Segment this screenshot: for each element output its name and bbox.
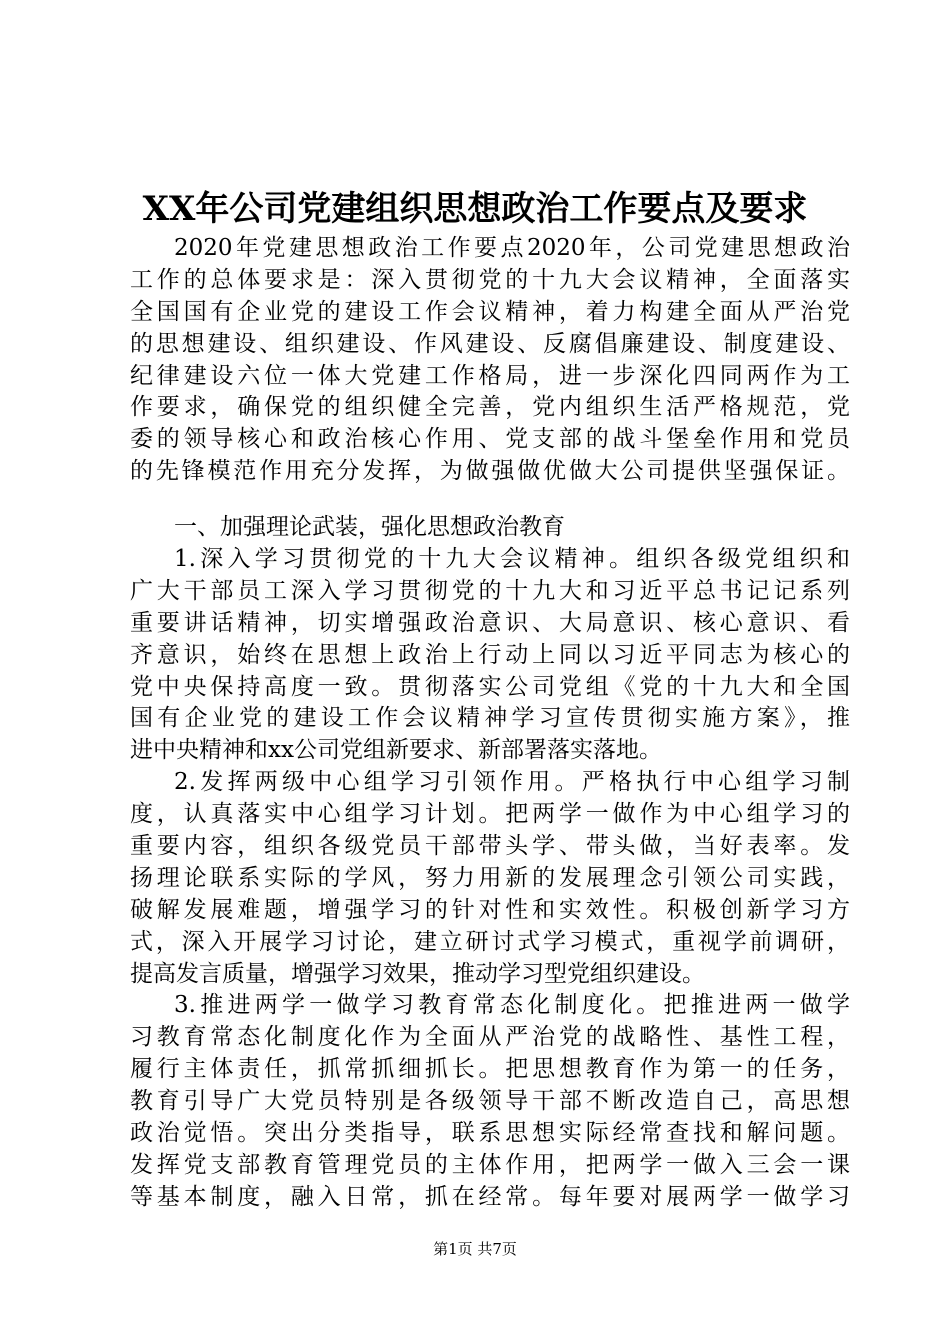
text-line: 的思想建设、组织建设、作风建设、反腐倡廉建设、制度建设、 [130, 330, 850, 357]
text-line: 扬理论联系实际的学风，努力用新的发展理念引领公司实践， [130, 864, 850, 891]
text-line: 式，深入开展学习讨论，建立研讨式学习模式，重视学前调研， [130, 928, 850, 955]
text-line: 纪律建设六位一体大党建工作格局，进一步深化四同两作为工 [130, 362, 850, 389]
document-body [130, 233, 850, 1214]
text-line: 广大干部员工深入学习贯彻党的十九大和习近平总书记记系列 [130, 577, 850, 604]
text-line: 习教育常态化制度化作为全面从严治党的战略性、基性工程， [130, 1024, 850, 1051]
text-line: 等基本制度，融入日常，抓在经常。每年要对展两学一做学习 [130, 1183, 850, 1210]
text-line: 委的领导核心和政治核心作用、党支部的战斗堡垒作用和党员 [130, 426, 850, 453]
text-line: 3.推进两学一做学习教育常态化制度化。把推进两一做学 [174, 992, 850, 1019]
text-line: 进中央精神和xx公司党组新要求、新部署落实落地。 [130, 737, 662, 764]
page-number-footer: 第1页 共7页 [433, 1240, 517, 1258]
item-3-paragraph [130, 990, 850, 1213]
text-line: 1.深入学习贯彻党的十九大会议精神。组织各级党组织和 [174, 546, 850, 573]
text-line: 履行主体责任，抓常抓细抓长。把思想教育作为第一的任务， [130, 1056, 850, 1083]
text-line: 齐意识，始终在思想上政治上行动上同以习近平同志为核心的 [130, 641, 850, 668]
section-heading: 一、加强理论武装，强化思想政治教育 [174, 514, 565, 541]
text-line: 提高发言质量，增强学习效果，推动学习型党组织建设。 [130, 960, 705, 987]
text-line: 破解发展难题，增强学习的针对性和实效性。积极创新学习方 [130, 896, 850, 923]
text-line: 教育引导广大党员特别是各级领导干部不断改造自己，高思想 [130, 1088, 850, 1115]
text-line: 度，认真落实中心组学习计划。把两学一做作为中心组学习的 [130, 801, 850, 828]
text-line: 全国国有企业党的建设工作会议精神，着力构建全面从严治党 [130, 298, 850, 325]
text-line: 重要内容，组织各级党员干部带头学、带头做，当好表率。发 [130, 833, 850, 860]
text-line: 2.发挥两级中心组学习引领作用。严格执行中心组学习制 [174, 769, 850, 796]
text-line: 国有企业党的建设工作会议精神学习宣传贯彻实施方案》，推 [130, 705, 850, 732]
text-line: 发挥党支部教育管理党员的主体作用，把两学一做入三会一课 [130, 1151, 850, 1178]
text-line: 作要求，确保党的组织健全完善，党内组织生活严格规范，党 [130, 394, 850, 421]
paragraph-gap [130, 488, 850, 512]
text-line: 的先锋模范作用充分发挥，为做强做优做大公司提供坚强保证。 [130, 458, 850, 485]
text-line: 重要讲话精神，切实增强政治意识、大局意识、核心意识、看 [130, 609, 850, 636]
text-line: 政治觉悟。突出分类指导，联系思想实际经常查找和解问题。 [130, 1120, 850, 1147]
intro-paragraph [130, 233, 850, 488]
text-line: 工作的总体要求是：深入贯彻党的十九大会议精神，全面落实 [130, 266, 850, 293]
text-line: 2020年党建思想政治工作要点2020年，公司党建思想政治 [174, 235, 850, 261]
text-line: 党中央保持高度一致。贯彻落实公司党组《党的十九大和全国 [130, 673, 850, 700]
page-title: XX年公司党建组织思想政治工作要点及要求 [142, 189, 808, 229]
item-1-paragraph [130, 544, 850, 767]
item-2-paragraph [130, 767, 850, 990]
